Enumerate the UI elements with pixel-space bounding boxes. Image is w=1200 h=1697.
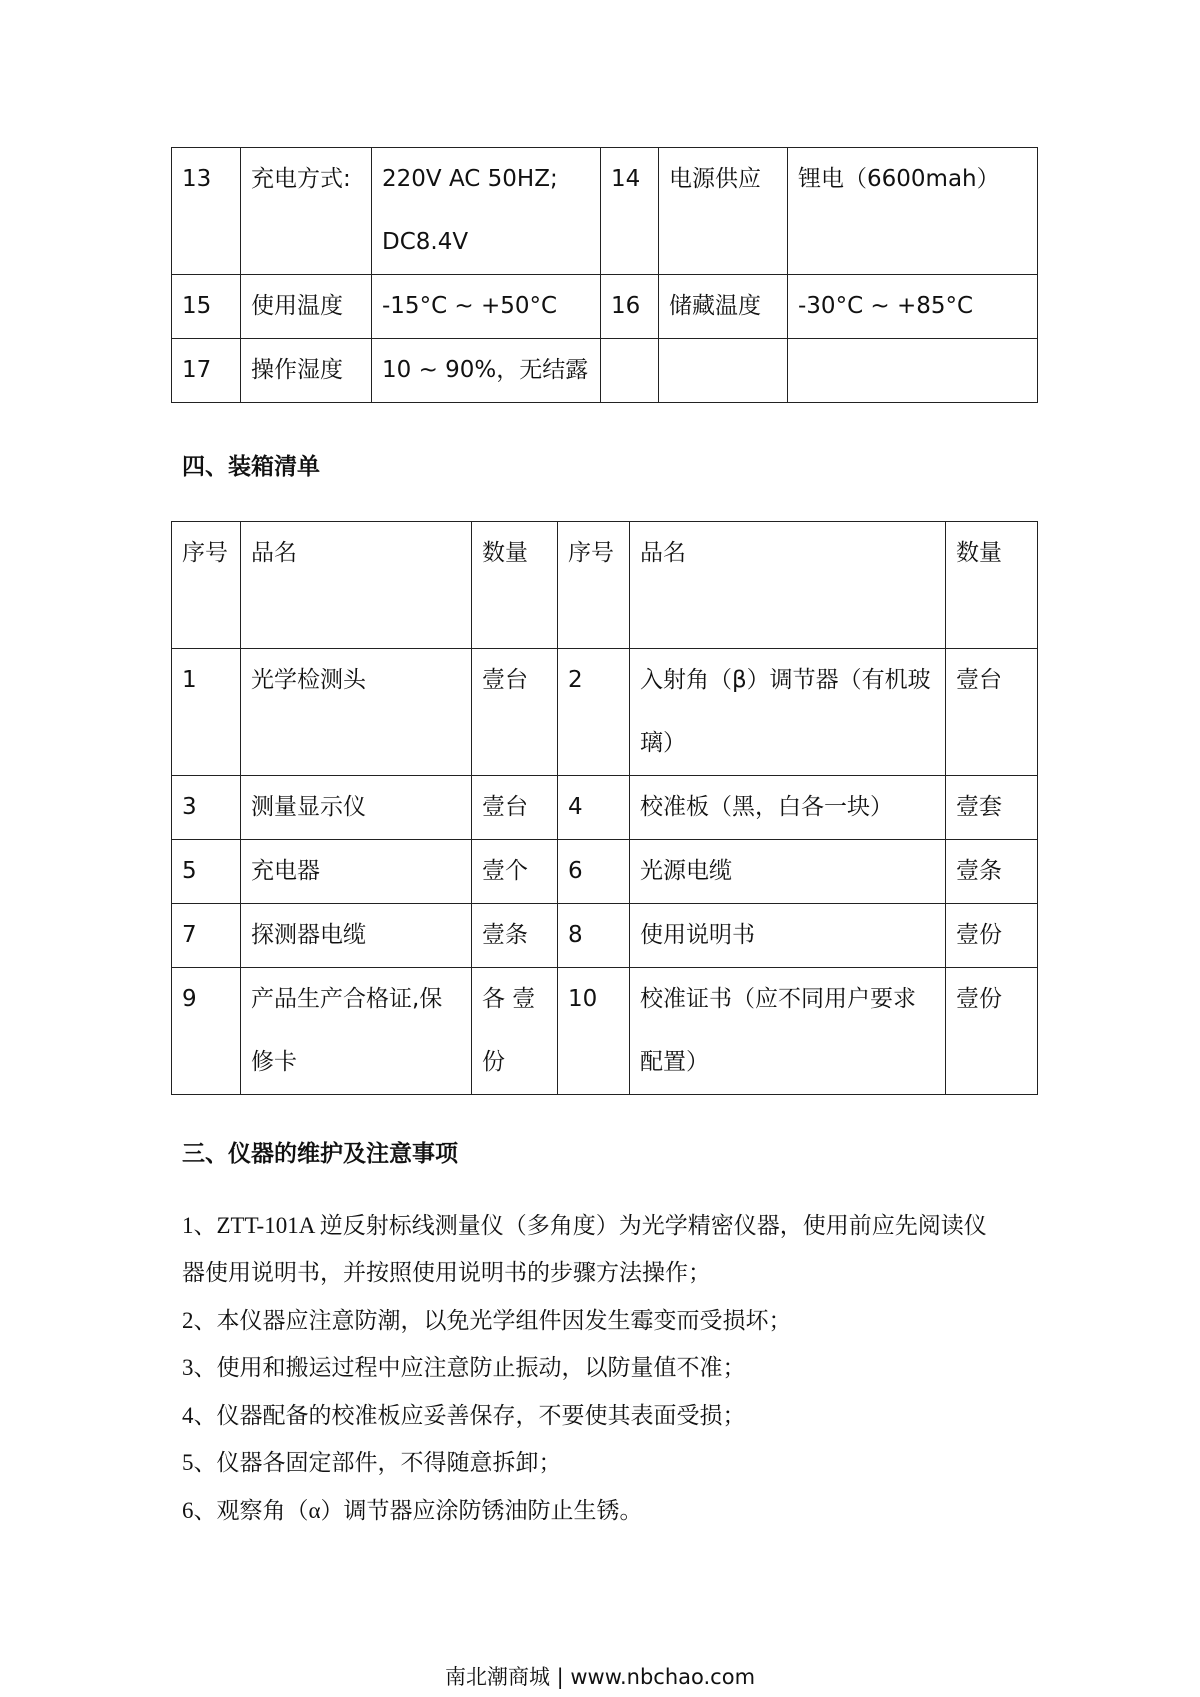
cell: 壹台 xyxy=(956,667,1002,693)
cell: 充电器 xyxy=(251,858,320,884)
table-row xyxy=(172,339,1038,403)
cell: 光源电缆 xyxy=(640,858,732,884)
header-cell: 品名 xyxy=(251,540,297,566)
maintenance-line: 5、仪器各固定部件，不得随意拆卸； xyxy=(182,1450,562,1475)
cell: 16 xyxy=(611,293,641,319)
cell: 操作湿度 xyxy=(251,357,343,383)
cell: 壹台 xyxy=(482,794,528,820)
table-header-row xyxy=(172,522,1038,649)
cell: 壹条 xyxy=(482,922,528,948)
cell: 使用温度 xyxy=(251,293,343,319)
table-row xyxy=(172,649,1038,776)
cell: 10 xyxy=(568,986,598,1012)
header-cell: 数量 xyxy=(956,540,1002,566)
table-row xyxy=(172,776,1038,840)
cell: 锂电（6600mah） xyxy=(798,166,1000,192)
cell: 充电方式: xyxy=(251,166,351,192)
maintenance-heading: 三、仪器的维护及注意事项 xyxy=(182,1141,458,1167)
table-row xyxy=(172,968,1038,1095)
cell: 壹份 xyxy=(956,922,1002,948)
packing-table xyxy=(171,521,1038,1095)
cell: -15°C ~ +50°C xyxy=(382,293,558,319)
cell: 5 xyxy=(182,858,197,884)
table-row xyxy=(172,148,1038,275)
cell: 1 xyxy=(182,667,197,693)
cell: 15 xyxy=(182,293,212,319)
cell: 9 xyxy=(182,986,197,1012)
cell: 7 xyxy=(182,922,197,948)
header-cell: 品名 xyxy=(640,540,686,566)
cell: 14 xyxy=(611,166,641,192)
maintenance-line: 6、观察角（α）调节器应涂防锈油防止生锈。 xyxy=(182,1498,643,1523)
cell: 测量显示仪 xyxy=(251,794,366,820)
cell: 2 xyxy=(568,667,583,693)
header-cell: 数量 xyxy=(482,540,528,566)
cell: 13 xyxy=(182,166,212,192)
cell: 壹份 xyxy=(956,986,1002,1012)
cell: 壹条 xyxy=(956,858,1002,884)
cell: 电源供应 xyxy=(669,166,761,192)
cell: 探测器电缆 xyxy=(251,922,366,948)
cell: 壹台 xyxy=(482,667,528,693)
spec-table xyxy=(171,147,1038,403)
cell: 10 ~ 90%，无结露 xyxy=(382,357,589,383)
cell: 壹套 xyxy=(956,794,1002,820)
cell: 储藏温度 xyxy=(669,293,761,319)
cell: 4 xyxy=(568,794,583,820)
cell: 校准证书（应不同用户要求配置） xyxy=(640,986,916,1075)
cell: 校准板（黑，白各一块） xyxy=(640,794,893,820)
cell: 3 xyxy=(182,794,197,820)
header-cell: 序号 xyxy=(568,540,614,566)
cell: 各 壹份 xyxy=(482,986,536,1075)
cell: -30°C ~ +85°C xyxy=(798,293,974,319)
table-row xyxy=(172,840,1038,904)
maintenance-line: 1、ZTT-101A 逆反射标线测量仪（多角度）为光学精密仪器，使用前应先阅读仪 xyxy=(182,1213,987,1238)
header-cell: 序号 xyxy=(182,540,228,566)
maintenance-line: 3、使用和搬运过程中应注意防止振动，以防量值不准； xyxy=(182,1355,746,1380)
cell: 220V AC 50HZ; DC8.4V xyxy=(382,166,558,255)
cell: 壹个 xyxy=(482,858,528,884)
table-row xyxy=(172,275,1038,339)
footer-link[interactable]: 南北潮商城 | www.nbchao.com xyxy=(444,1665,756,1689)
cell: 使用说明书 xyxy=(640,922,755,948)
table-row xyxy=(172,904,1038,968)
cell: 产品生产合格证,保修卡 xyxy=(251,986,443,1075)
maintenance-line: 2、本仪器应注意防潮，以免光学组件因发生霉变而受损坏； xyxy=(182,1308,792,1333)
cell: 17 xyxy=(182,357,212,383)
cell: 8 xyxy=(568,922,583,948)
cell: 光学检测头 xyxy=(251,667,366,693)
cell: 入射角（β）调节器（有机玻璃） xyxy=(640,667,931,756)
packing-heading: 四、装箱清单 xyxy=(182,454,320,480)
cell: 6 xyxy=(568,858,583,884)
maintenance-line: 4、仪器配备的校准板应妥善保存，不要使其表面受损； xyxy=(182,1403,746,1428)
maintenance-line: 器使用说明书，并按照使用说明书的步骤方法操作； xyxy=(182,1260,711,1285)
